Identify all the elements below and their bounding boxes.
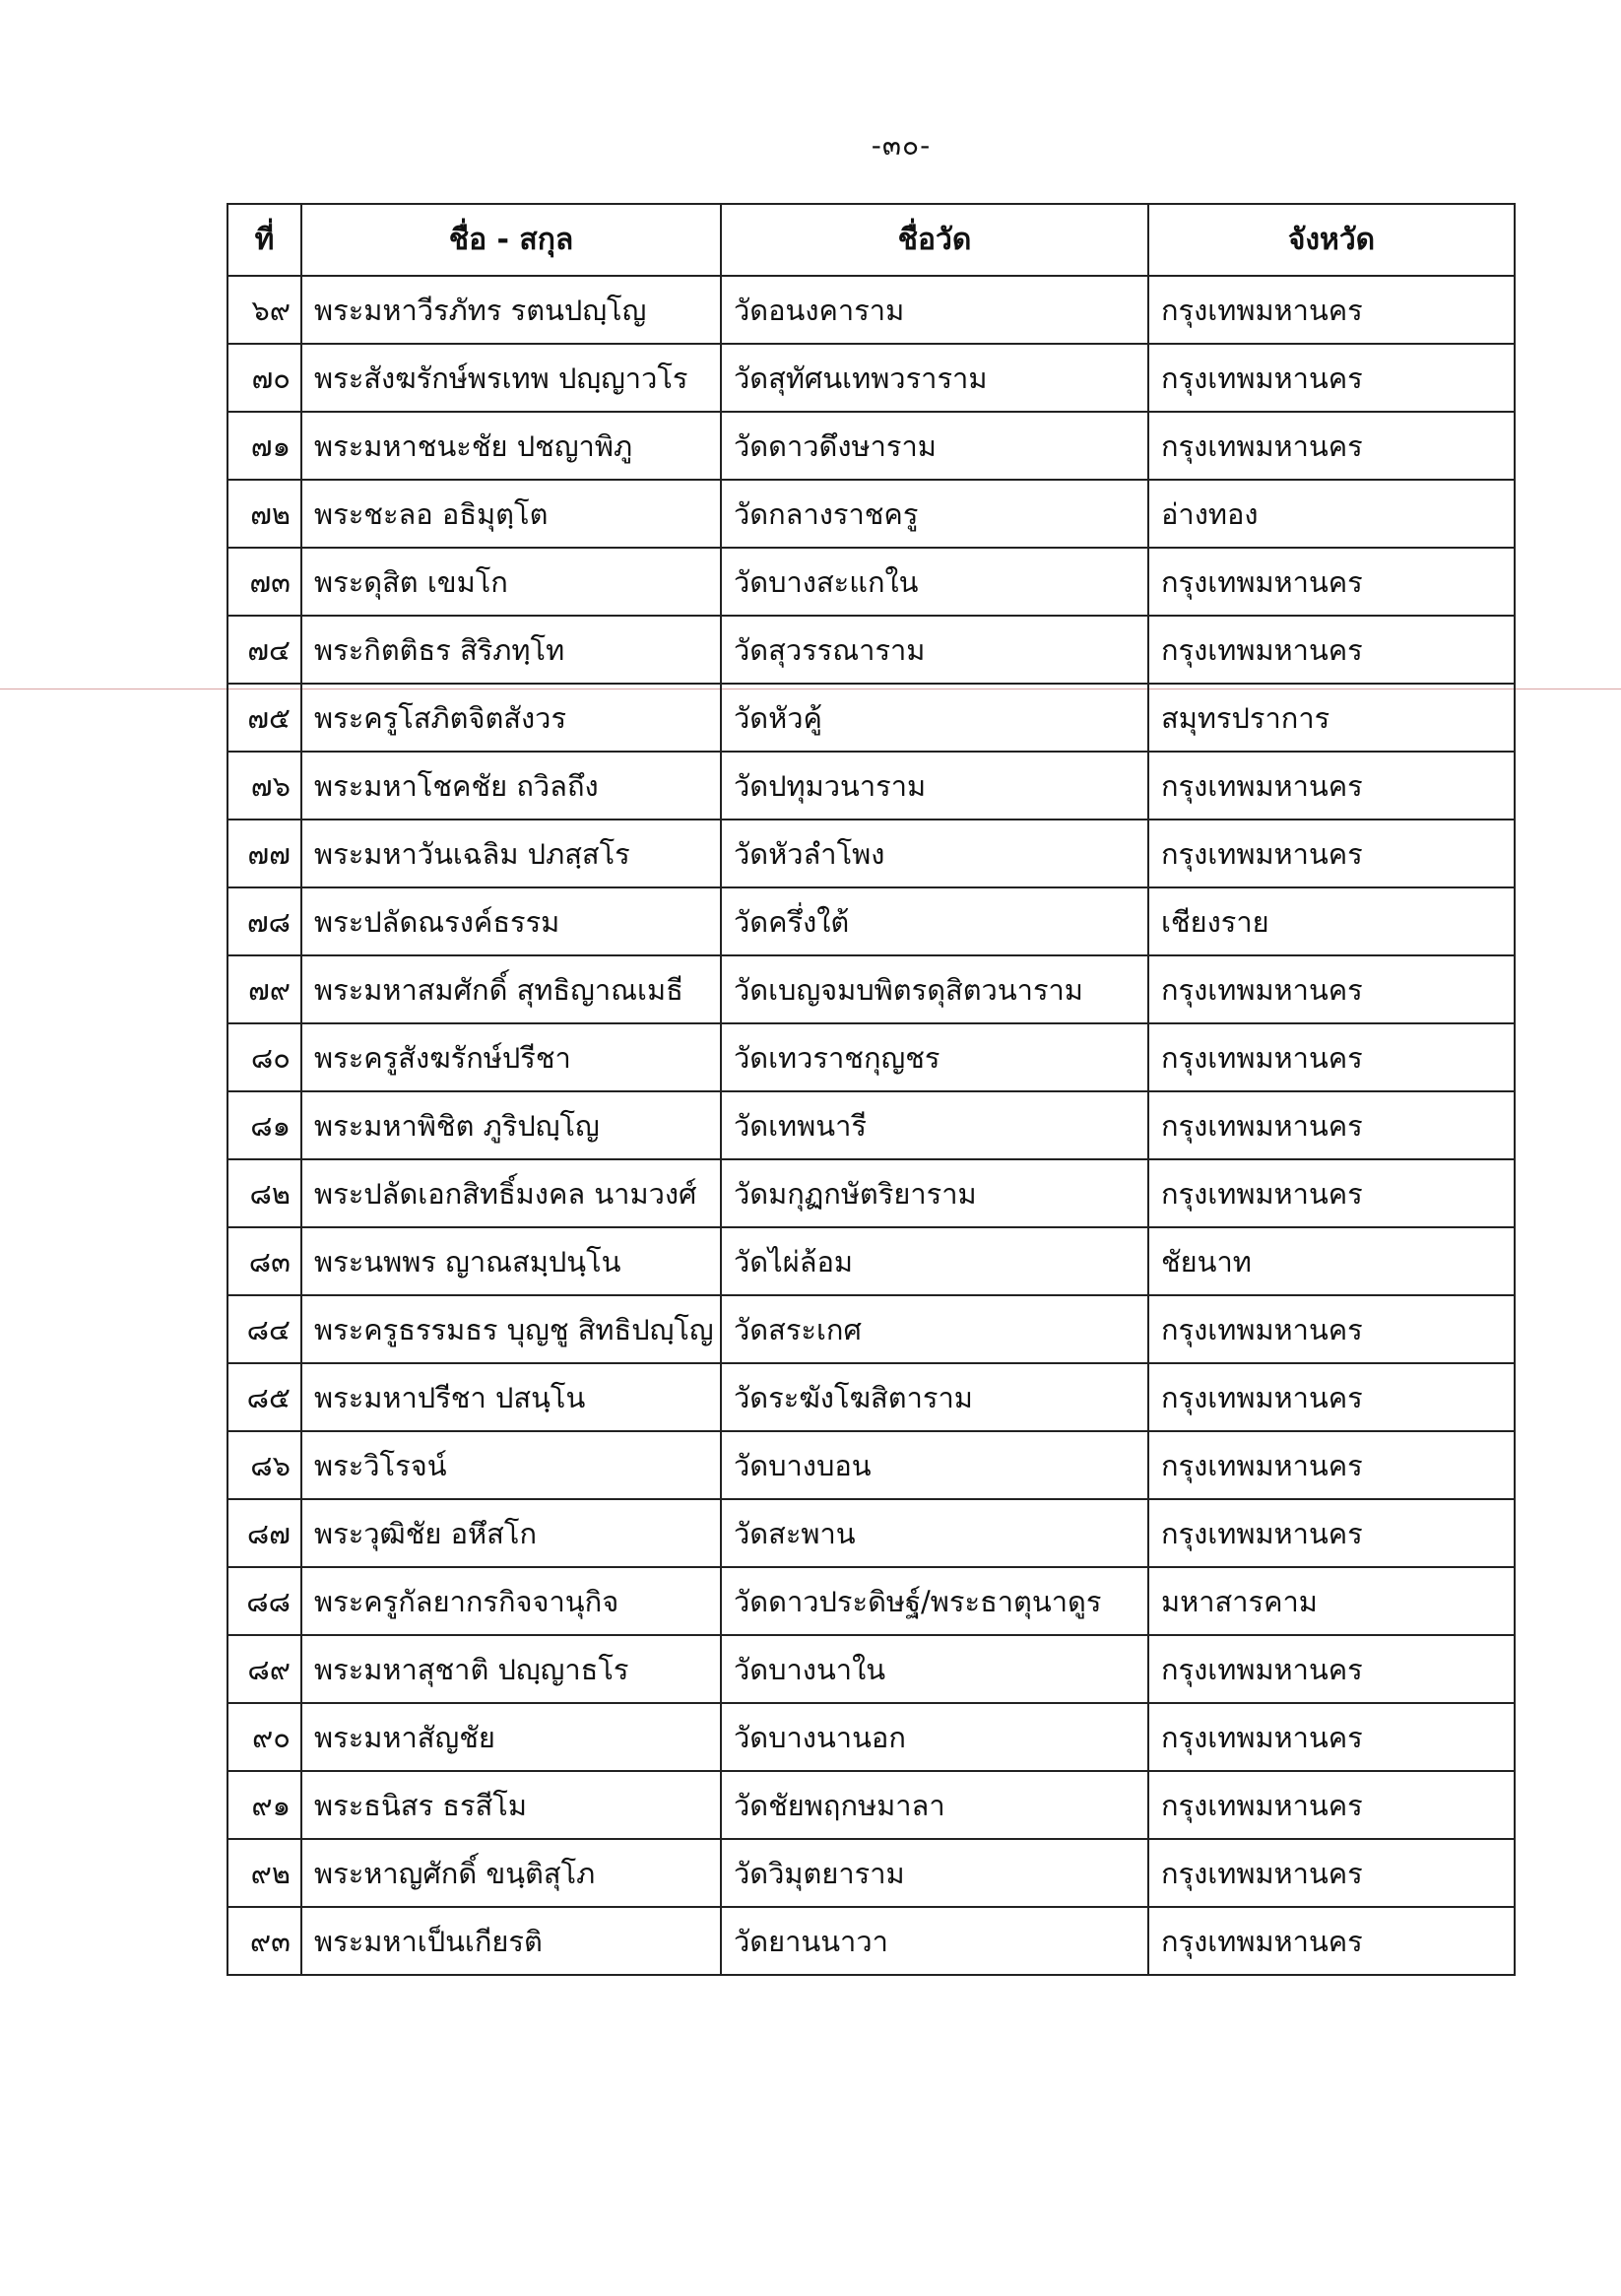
table-row [227,1635,1515,1703]
row-temple: วัดบางบอน [721,1431,1148,1499]
row-name: พระครูกัลยากรกิจจานุกิจ [301,1567,721,1635]
row-name: พระหาญศักดิ์ ขนฺติสุโภ [301,1839,721,1907]
row-no: ๗๕ [227,684,301,752]
row-name: พระมหาโชคชัย ถวิลถึง [301,752,721,820]
table-row [227,1227,1515,1295]
table-row [227,1091,1515,1159]
row-no: ๙๒ [227,1839,301,1907]
row-no: ๗๔ [227,616,301,684]
row-no: ๘๒ [227,1159,301,1227]
table-row [227,412,1515,480]
row-no: ๙๓ [227,1907,301,1975]
header-province: จังหวัด [1148,204,1515,276]
table-row [227,548,1515,616]
row-no: ๙๐ [227,1703,301,1771]
row-province: กรุงเทพมหานคร [1148,1635,1515,1703]
row-province: กรุงเทพมหานคร [1148,752,1515,820]
row-name: พระมหาพิชิต ภูริปญฺโญ [301,1091,721,1159]
row-name: พระกิตติธร สิริภทฺโท [301,616,721,684]
row-temple: วัดดาวดึงษาราม [721,412,1148,480]
row-temple: วัดหัวคู้ [721,684,1148,752]
table-row [227,820,1515,887]
row-name: พระมหาวันเฉลิม ปภสฺสโร [301,820,721,887]
row-name: พระมหาชนะชัย ปชญาพิภู [301,412,721,480]
table-row [227,955,1515,1023]
row-province: กรุงเทพมหานคร [1148,1363,1515,1431]
row-no: ๗๓ [227,548,301,616]
row-temple: วัดไผ่ล้อม [721,1227,1148,1295]
row-no: ๘๘ [227,1567,301,1635]
table-row [227,1431,1515,1499]
row-province: กรุงเทพมหานคร [1148,820,1515,887]
row-province: กรุงเทพมหานคร [1148,344,1515,412]
row-temple: วัดสุทัศนเทพวราราม [721,344,1148,412]
header-name: ชื่อ - สกุล [301,204,721,276]
row-temple: วัดบางสะแกใน [721,548,1148,616]
table-row [227,1839,1515,1907]
table-row [227,684,1515,752]
page-number: -๓๐- [871,129,932,162]
row-temple: วัดยานนาวา [721,1907,1148,1975]
row-province: สมุทรปราการ [1148,684,1515,752]
row-name: พระมหาวีรภัทร รตนปญฺโญ [301,276,721,344]
row-no: ๘๐ [227,1023,301,1091]
row-temple: วัดชัยพฤกษมาลา [721,1771,1148,1839]
table-row [227,887,1515,955]
row-province: กรุงเทพมหานคร [1148,1703,1515,1771]
row-temple: วัดสุวรรณาราม [721,616,1148,684]
row-temple: วัดอนงคาราม [721,276,1148,344]
row-name: พระมหาเป็นเกียรติ [301,1907,721,1975]
row-province: กรุงเทพมหานคร [1148,412,1515,480]
row-no: ๗๑ [227,412,301,480]
row-no: ๘๔ [227,1295,301,1363]
row-temple: วัดเทวราชกุญชร [721,1023,1148,1091]
row-name: พระมหาปรีชา ปสนฺโน [301,1363,721,1431]
row-name: พระมหาสมศักดิ์ สุทธิญาณเมธี [301,955,721,1023]
row-no: ๗๗ [227,820,301,887]
row-province: กรุงเทพมหานคร [1148,548,1515,616]
row-province: กรุงเทพมหานคร [1148,1771,1515,1839]
row-province: กรุงเทพมหานคร [1148,616,1515,684]
row-province: กรุงเทพมหานคร [1148,955,1515,1023]
monk-roster-table [227,203,1516,1976]
table-row [227,344,1515,412]
table-row [227,480,1515,548]
row-temple: วัดปทุมวนาราม [721,752,1148,820]
row-no: ๗๒ [227,480,301,548]
row-province: กรุงเทพมหานคร [1148,276,1515,344]
row-temple: วัดบางนานอก [721,1703,1148,1771]
row-name: พระครูโสภิตจิตสังวร [301,684,721,752]
row-temple: วัดครึ่งใต้ [721,887,1148,955]
row-province: กรุงเทพมหานคร [1148,1499,1515,1567]
table-row [227,1159,1515,1227]
row-name: พระปลัดณรงค์ธรรม [301,887,721,955]
row-province: กรุงเทพมหานคร [1148,1839,1515,1907]
row-temple: วัดดาวประดิษฐ์/พระธาตุนาดูร [721,1567,1148,1635]
row-province: กรุงเทพมหานคร [1148,1431,1515,1499]
row-province: กรุงเทพมหานคร [1148,1091,1515,1159]
row-no: ๘๖ [227,1431,301,1499]
row-name: พระมหาสัญชัย [301,1703,721,1771]
row-temple: วัดเบญจมบพิตรดุสิตวนาราม [721,955,1148,1023]
row-name: พระดุสิต เขมโก [301,548,721,616]
row-province: กรุงเทพมหานคร [1148,1295,1515,1363]
row-name: พระวิโรจน์ [301,1431,721,1499]
row-no: ๘๗ [227,1499,301,1567]
row-no: ๗๐ [227,344,301,412]
row-temple: วัดเทพนารี [721,1091,1148,1159]
row-name: พระธนิสร ธรสีโม [301,1771,721,1839]
row-no: ๗๙ [227,955,301,1023]
row-no: ๙๑ [227,1771,301,1839]
row-province: ชัยนาท [1148,1227,1515,1295]
row-no: ๘๑ [227,1091,301,1159]
row-name: พระชะลอ อธิมุตฺโต [301,480,721,548]
row-province: อ่างทอง [1148,480,1515,548]
table-row [227,1499,1515,1567]
table-row [227,1771,1515,1839]
row-temple: วัดหัวลำโพง [721,820,1148,887]
row-province: กรุงเทพมหานคร [1148,1023,1515,1091]
table-row [227,1363,1515,1431]
table-row [227,616,1515,684]
row-temple: วัดบางนาใน [721,1635,1148,1703]
row-name: พระสังฆรักษ์พรเทพ ปญฺญาวโร [301,344,721,412]
table-row [227,1907,1515,1975]
row-no: ๗๘ [227,887,301,955]
row-no: ๘๓ [227,1227,301,1295]
table-row [227,276,1515,344]
row-name: พระครูธรรมธร บุญชู สิทธิปญฺโญ [301,1295,721,1363]
row-province: มหาสารคาม [1148,1567,1515,1635]
header-temple: ชื่อวัด [721,204,1148,276]
row-temple: วัดมกุฏกษัตริยาราม [721,1159,1148,1227]
row-name: พระนพพร ญาณสมฺปนฺโน [301,1227,721,1295]
row-no: ๘๕ [227,1363,301,1431]
row-no: ๖๙ [227,276,301,344]
row-no: ๗๖ [227,752,301,820]
row-temple: วัดสระเกศ [721,1295,1148,1363]
row-name: พระวุฒิชัย อหึสโก [301,1499,721,1567]
table-header-row [227,204,1515,276]
row-temple: วัดวิมุตยาราม [721,1839,1148,1907]
row-temple: วัดระฆังโฆสิตาราม [721,1363,1148,1431]
row-province: เชียงราย [1148,887,1515,955]
table-row [227,1567,1515,1635]
table-row [227,752,1515,820]
table-row [227,1703,1515,1771]
table-row [227,1295,1515,1363]
row-name: พระครูสังฆรักษ์ปรีชา [301,1023,721,1091]
table-row [227,1023,1515,1091]
row-name: พระปลัดเอกสิทธิ์มงคล นามวงศ์ [301,1159,721,1227]
header-no: ที่ [227,204,301,276]
row-no: ๘๙ [227,1635,301,1703]
row-province: กรุงเทพมหานคร [1148,1159,1515,1227]
row-name: พระมหาสุชาติ ปญฺญาธโร [301,1635,721,1703]
row-temple: วัดสะพาน [721,1499,1148,1567]
row-temple: วัดกลางราชครู [721,480,1148,548]
row-province: กรุงเทพมหานคร [1148,1907,1515,1975]
